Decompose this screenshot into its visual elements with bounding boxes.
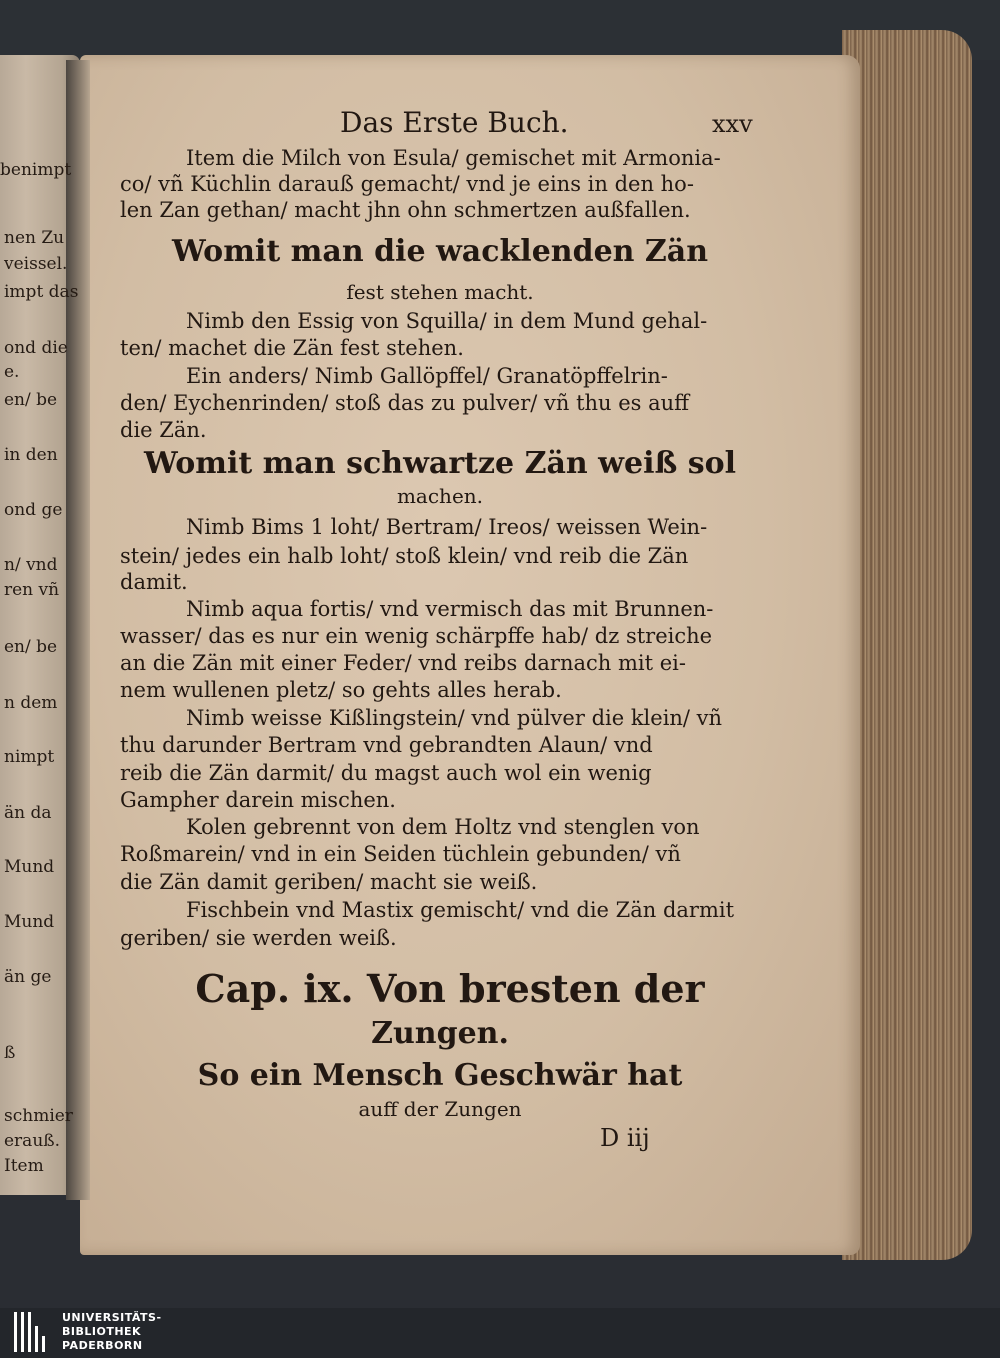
left-fragment: Item [4, 1156, 44, 1176]
library-name-line3: PADERBORN [62, 1339, 143, 1352]
text-line: geriben/ sie werden weiß. [120, 926, 397, 950]
text-line: damit. [120, 570, 188, 594]
left-fragment: nimpt [4, 747, 55, 767]
left-fragment: impt das [4, 282, 79, 302]
left-fragment: än da [4, 803, 52, 823]
text-line: Nimb den Essig von Squilla/ in dem Mund gehal- [186, 309, 708, 333]
left-fragment: benimpt [0, 160, 72, 180]
text-line: die Zän. [120, 418, 207, 442]
text-line: stein/ jedes ein halb loht/ stoß klein/ vnd reib die Zän [120, 544, 689, 568]
left-fragment: in den [4, 445, 58, 465]
left-fragment: n dem [4, 693, 58, 713]
text-line: len Zan gethan/ macht jhn ohn schmertzen außfallen. [120, 198, 691, 222]
left-fragment: ß [4, 1043, 16, 1063]
text-line: Item die Milch von Esula/ gemischet mit Armonia- [186, 146, 721, 170]
text-line: thu darunder Bertram vnd gebrandten Alaun/ vnd [120, 733, 653, 757]
text-line: Roßmarein/ vnd in ein Seiden tüchlein gebunden/ vñ [120, 842, 681, 866]
left-fragment: en/ be [4, 390, 58, 410]
left-fragment: e. [4, 362, 20, 382]
text-line: Kolen gebrennt von dem Holtz vnd stenglen von [186, 815, 700, 839]
text-line: reib die Zän darmit/ du magst auch wol ein wenig [120, 761, 652, 785]
section-heading: fest stehen macht. [346, 280, 534, 304]
signature-mark: D iij [600, 1124, 650, 1152]
left-fragment: erauß. [4, 1131, 61, 1151]
left-fragment: ren vñ [4, 580, 60, 600]
left-fragment: ond ge [4, 500, 63, 520]
left-fragment: ond die [4, 338, 68, 358]
section-heading: Womit man schwartze Zän weiß sol [143, 446, 737, 481]
chapter-heading: Zungen. [371, 1016, 509, 1051]
left-fragment: schmier [4, 1106, 73, 1126]
left-fragment: Mund [4, 912, 55, 932]
gutter [66, 60, 90, 1200]
library-name-line1: UNIVERSITÄTS- [62, 1311, 162, 1324]
text-line: Gampher darein mischen. [120, 788, 396, 812]
text-line: den/ Eychenrinden/ stoß das zu pulver/ vñ thu es auff [120, 391, 690, 415]
section-heading: So ein Mensch Geschwär hat [197, 1058, 683, 1093]
text-line: Ein anders/ Nimb Gallöpffel/ Granatöpffelrin- [186, 364, 668, 388]
text-line: Nimb weisse Kißlingstein/ vnd pülver die klein/ vñ [186, 706, 723, 730]
section-heading: Womit man die wacklenden Zän [171, 234, 709, 269]
text-line: wasser/ das es nur ein wenig schärpffe hab/ dz streiche [120, 624, 713, 648]
left-fragment: veissel. [4, 254, 68, 274]
section-heading: machen. [396, 484, 484, 508]
text-line: ten/ machet die Zän fest stehen. [120, 336, 464, 360]
text-line: die Zän damit geriben/ macht sie weiß. [120, 870, 538, 894]
chapter-heading: Cap. ix. Von bresten der [195, 966, 705, 1011]
text-line: an die Zän mit einer Feder/ vnd reibs darnach mit ei- [120, 651, 686, 675]
page-edges [842, 30, 972, 1260]
section-heading: auff der Zungen [358, 1097, 522, 1121]
running-head: Das Erste Buch. [340, 106, 569, 139]
left-fragment: en/ be [4, 637, 58, 657]
text-line: Nimb aqua fortis/ vnd vermisch das mit Brunnen- [186, 597, 714, 621]
text-line: Nimb Bims 1 loht/ Bertram/ Ireos/ weissen Wein- [186, 515, 708, 539]
library-logo-icon [14, 1312, 54, 1352]
text-line: nem wullenen pletz/ so gehts alles herab. [120, 678, 562, 702]
text-line: co/ vñ Küchlin darauß gemacht/ vnd je eins in den ho- [120, 172, 694, 196]
library-name-line2: BIBLIOTHEK [62, 1325, 142, 1338]
folio-number: xxv [712, 110, 753, 138]
left-fragment: n/ vnd [4, 555, 58, 575]
left-fragment: nen Zu [4, 228, 65, 248]
left-fragment: Mund [4, 857, 55, 877]
left-fragment: än ge [4, 967, 52, 987]
text-line: Fischbein vnd Mastix gemischt/ vnd die Zän darmit [186, 898, 735, 922]
